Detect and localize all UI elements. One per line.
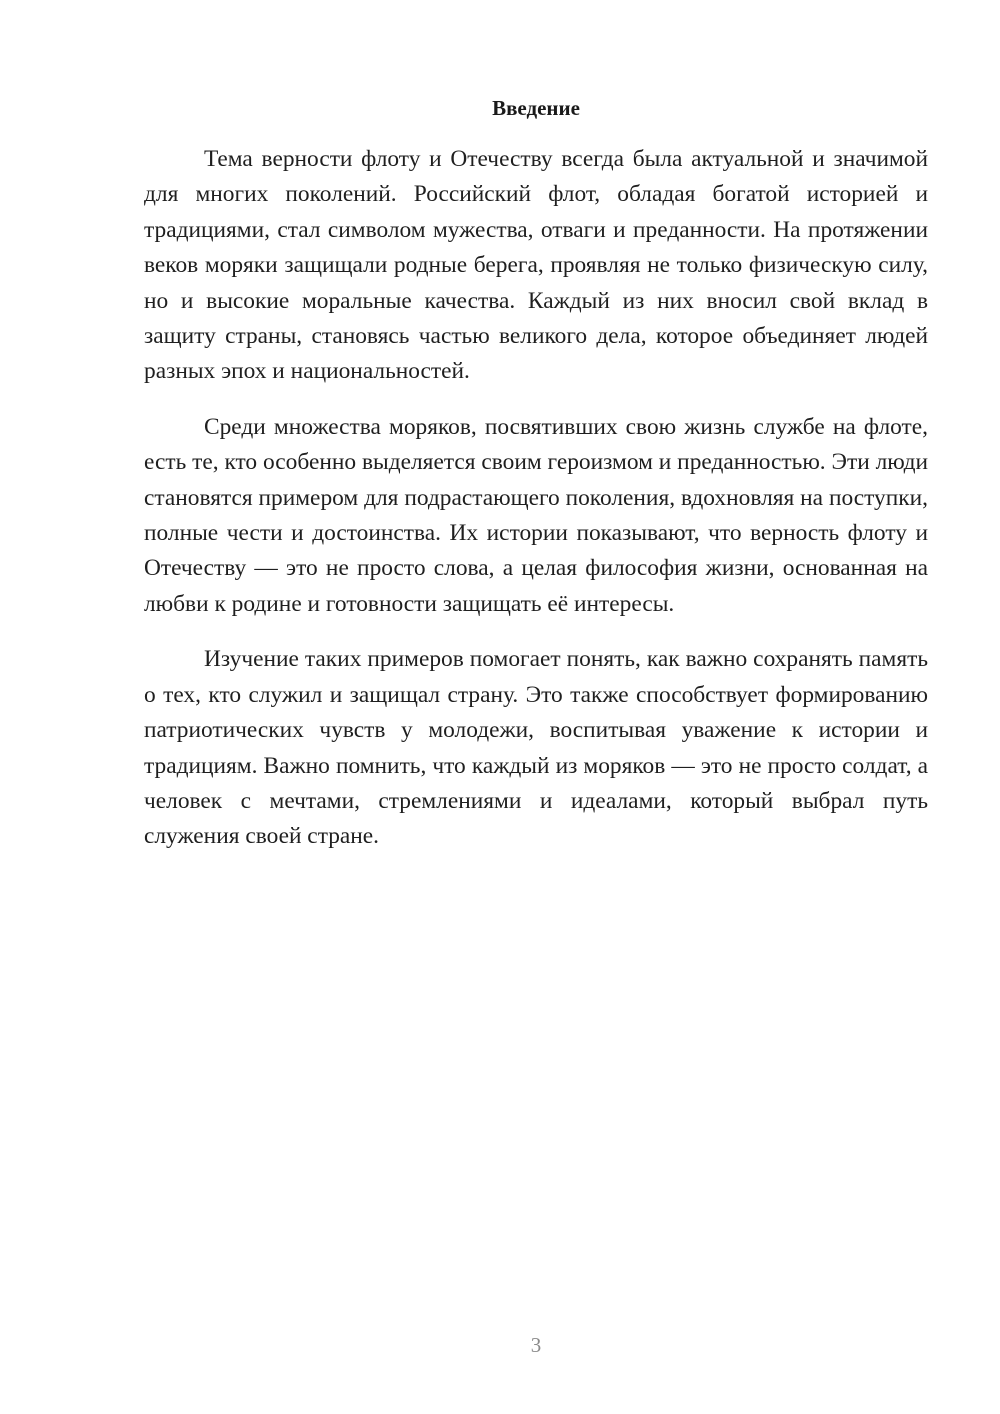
- section-heading: Введение: [492, 96, 580, 120]
- paragraph-2: Среди множества моряков, посвятивших свою жизнь службе на флоте, есть те, кто особенно выделяется своим героизмом и преданностью. Эти люди становятся примером для подрастающего поколения, вдохновляя на поступки, полные чести и достоинства. Их истории показывают, что верность флоту и Отечеству — это не просто слова, а целая философия жизни, основанная на любви к родине и готовности защищать её интересы.: [144, 413, 928, 617]
- paragraph-3: Изучение таких примеров помогает понять, как важно сохранять память о тех, кто служил и защищал страну. Это также способствует формированию патриотических чувств у молодежи, воспитывая уважение к истории и традициям. Важно помнить, что каждый из моряков — это не просто солдат, а человек с мечтами, стремлениями и идеалами, который выбрал путь служения своей стране.: [144, 646, 928, 850]
- page-number: 3: [530, 1333, 542, 1357]
- body-text: [144, 142, 928, 875]
- paragraph-1: Тема верности флоту и Отечеству всегда была актуальной и значимой для многих поколений. Российский флот, обладая богатой историей и традициями, стал символом мужества, отваги и преданности. На протяжении веков моряки защищали родные берега, проявляя не только физическую силу, но и высокие моральные качества. Каждый из них вносил свой вклад в защиту страны, становясь частью великого дела, которое объединяет людей разных эпох и национальностей.: [144, 146, 928, 385]
